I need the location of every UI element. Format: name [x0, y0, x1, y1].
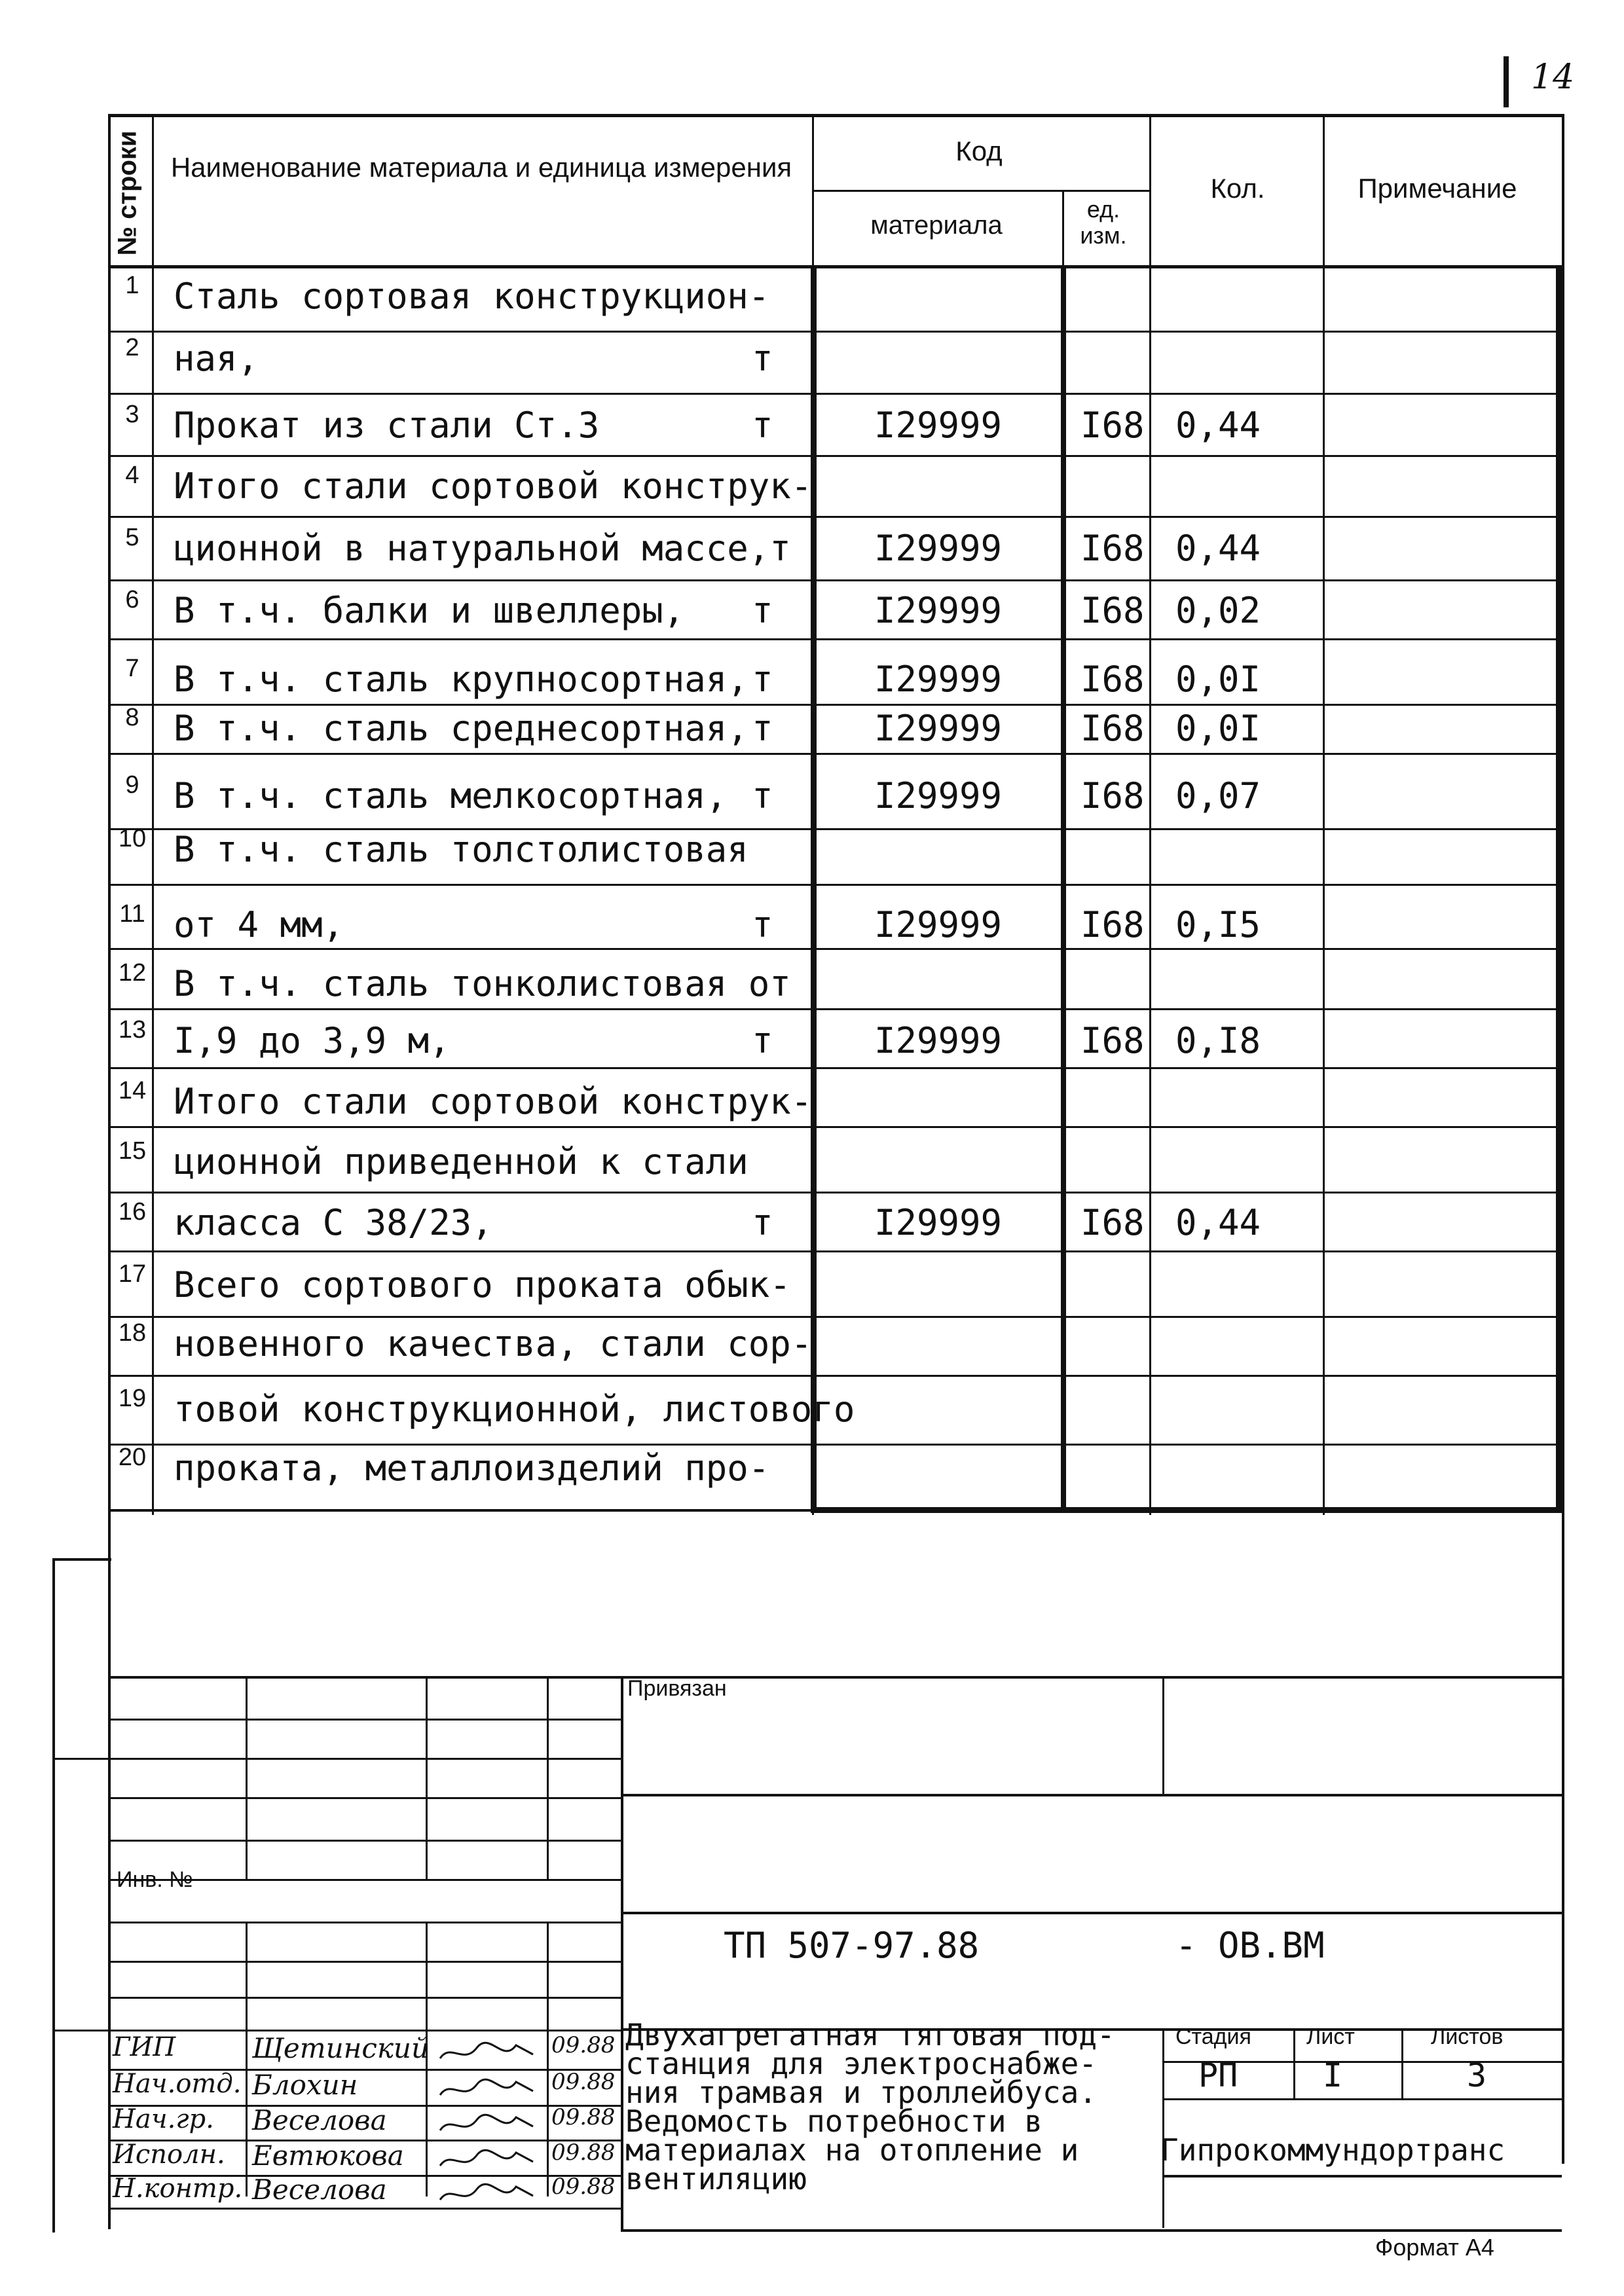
signature-name: Евтюкова [252, 2140, 404, 2172]
row-unit: т [752, 1202, 773, 1243]
row-qty: 0,44 [1175, 528, 1261, 569]
row-number: 2 [125, 334, 139, 361]
row-qty: 0,44 [1175, 405, 1261, 446]
row-code-material: I29999 [874, 590, 1003, 631]
row-name: Всего сортового проката обык- [174, 1264, 791, 1305]
row-name: проката, металлоизделий про- [174, 1448, 770, 1489]
signature-role: Нач.гр. [113, 2104, 214, 2134]
page-number: 14 [1531, 58, 1575, 97]
signature-name: Щетинский [252, 2032, 430, 2064]
row-unit: т [752, 405, 773, 446]
header-code: Код [955, 136, 1003, 166]
row-number: 7 [125, 655, 139, 682]
bound-label: Привязан [627, 1676, 727, 1701]
description-line-4: Ведомость потребности в [625, 2104, 1043, 2139]
signature-date: 09.88 [551, 2069, 616, 2095]
row-name: ная, [174, 338, 259, 379]
stage-value: РП [1198, 2056, 1238, 2094]
description-line-5: материалах на отопление и [625, 2132, 1079, 2168]
row-name: Итого стали сортовой конструк- [174, 1081, 813, 1122]
signature-name: Веселова [252, 2174, 387, 2206]
signature-name: Блохин [252, 2069, 358, 2101]
row-name: В т.ч. сталь среднесортная, [174, 708, 748, 749]
row-name: В т.ч. сталь толстолистовая [174, 829, 748, 870]
header-name: Наименование материала и единица измерения [170, 152, 792, 183]
row-code-unit: I68 [1080, 405, 1145, 446]
row-number: 4 [125, 462, 139, 489]
row-number: 5 [125, 524, 139, 551]
row-code-unit: I68 [1080, 904, 1145, 945]
row-code-material: I29999 [874, 528, 1003, 569]
row-number: 9 [125, 771, 139, 799]
row-qty: 0,I8 [1175, 1020, 1261, 1061]
row-number: 18 [118, 1319, 147, 1347]
row-code-unit: I68 [1080, 708, 1145, 749]
format-label: Формат А4 [1375, 2234, 1494, 2261]
row-number: 8 [125, 704, 139, 731]
signature-scribble [437, 2180, 536, 2214]
row-unit: т [752, 659, 773, 700]
signature-date: 09.88 [551, 2104, 616, 2130]
header-code-material: материала [870, 211, 1003, 240]
row-name: В т.ч. сталь крупносортная, [174, 659, 748, 700]
sheets-value: 3 [1467, 2056, 1487, 2094]
row-qty: 0,0I [1175, 659, 1261, 700]
page-number-bar [1504, 56, 1509, 107]
row-number: 12 [118, 959, 147, 987]
row-number: 15 [118, 1137, 147, 1165]
row-code-unit: I68 [1080, 775, 1145, 816]
organization: Гипрокоммундортранс [1160, 2132, 1505, 2168]
row-number: 13 [118, 1016, 147, 1044]
row-number: 1 [125, 272, 139, 299]
row-qty: 0,07 [1175, 775, 1261, 816]
row-code-unit: I68 [1080, 590, 1145, 631]
row-unit: т [752, 1020, 773, 1061]
row-unit: т [752, 775, 773, 816]
doc-suffix: - ОВ.ВМ [1175, 1925, 1325, 1966]
inv-label: Инв. № [117, 1867, 193, 1892]
row-code-unit: I68 [1080, 659, 1145, 700]
signature-scribble [437, 2075, 536, 2109]
row-name: новенного качества, стали сор- [174, 1323, 813, 1364]
row-qty: 0,I5 [1175, 904, 1261, 945]
row-code-material: I29999 [874, 659, 1003, 700]
row-qty: 0,0I [1175, 708, 1261, 749]
row-number: 3 [125, 401, 139, 428]
row-code-material: I29999 [874, 708, 1003, 749]
signature-date: 09.88 [551, 2174, 616, 2200]
row-code-material: I29999 [874, 1202, 1003, 1243]
row-code-unit: I68 [1080, 528, 1145, 569]
header-note: Примечание [1357, 173, 1517, 204]
description-line-2: станция для электроснабже- [625, 2046, 1098, 2081]
signature-role: Нач.отд. [113, 2069, 242, 2099]
row-number: 14 [118, 1077, 147, 1104]
row-number: 20 [118, 1444, 147, 1471]
row-code-unit: I68 [1080, 1020, 1145, 1061]
signature-role: ГИП [113, 2032, 176, 2062]
row-name: Сталь сортовая конструкцион- [174, 276, 770, 317]
row-name: от 4 мм, [174, 904, 344, 945]
row-name: В т.ч. балки и швеллеры, [174, 590, 685, 631]
row-code-unit: I68 [1080, 1202, 1145, 1243]
doc-code: ТП 507-97.88 [724, 1925, 980, 1966]
signature-date: 09.88 [551, 2032, 616, 2058]
header-row-no: № строки [113, 130, 142, 256]
row-code-material: I29999 [874, 1020, 1003, 1061]
row-name: Итого стали сортовой конструк- [174, 465, 813, 507]
signature-scribble [437, 2039, 536, 2072]
row-name: товой конструкционной, листового [174, 1389, 855, 1430]
stage-label: Стадия [1175, 2024, 1251, 2049]
signature-role: Н.контр. [113, 2174, 243, 2204]
row-name: ционной приведенной к стали [174, 1141, 748, 1182]
row-unit: т [752, 590, 773, 631]
description-line-1: Двухагрегатная тяговая под- [625, 2017, 1115, 2052]
row-name: I,9 до 3,9 м, [174, 1020, 451, 1061]
row-unit: т [752, 338, 773, 379]
row-number: 17 [118, 1260, 147, 1288]
row-name: класса С 38/23, [174, 1202, 493, 1243]
row-name: В т.ч. сталь мелкосортная, [174, 775, 728, 816]
description-line-6: вентиляцию [625, 2161, 807, 2196]
row-code-material: I29999 [874, 405, 1003, 446]
row-number: 19 [118, 1385, 147, 1412]
signature-date: 09.88 [551, 2140, 616, 2166]
row-name: Прокат из стали Ст.3 [174, 405, 600, 446]
row-number: 6 [125, 586, 139, 613]
sheets-label: Листов [1431, 2024, 1504, 2049]
row-name: ционной в натуральной массе,т [174, 528, 791, 569]
row-qty: 0,02 [1175, 590, 1261, 631]
row-code-material: I29999 [874, 775, 1003, 816]
header-qty: Кол. [1210, 173, 1265, 204]
signature-scribble [437, 2111, 536, 2144]
row-qty: 0,44 [1175, 1202, 1261, 1243]
row-number: 11 [119, 900, 145, 928]
row-number: 16 [118, 1198, 147, 1226]
signature-name: Веселова [252, 2104, 387, 2136]
sheet-label: Лист [1306, 2024, 1355, 2049]
row-unit: т [752, 904, 773, 945]
row-number: 10 [118, 825, 147, 852]
signature-scribble [437, 2146, 536, 2179]
row-name: В т.ч. сталь тонколистовая от [174, 963, 791, 1004]
row-unit: т [752, 708, 773, 749]
signature-role: Исполн. [113, 2140, 225, 2170]
description-line-3: ния трамвая и троллейбуса. [625, 2075, 1098, 2110]
row-code-material: I29999 [874, 904, 1003, 945]
sheet-value: I [1323, 2056, 1343, 2094]
header-code-unit: ед. изм. [1080, 196, 1127, 249]
